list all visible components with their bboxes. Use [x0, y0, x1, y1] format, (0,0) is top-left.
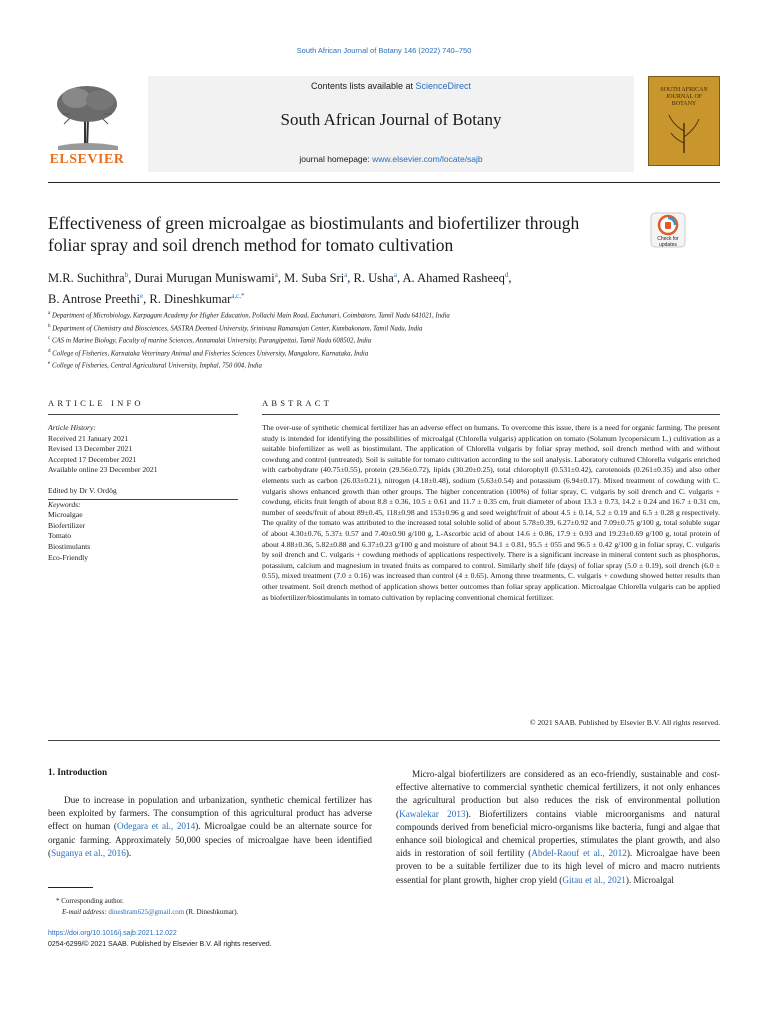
affiliation-mark: c — [48, 336, 51, 342]
abstract-heading: ABSTRACT — [262, 398, 332, 408]
citation-link[interactable]: Odegara et al., 2014 — [116, 821, 196, 832]
text-span: Micro-algal biofertilizers are considered as an eco-friendly, sustainable and cost-effective alternative to commercial synthetic chemical fertilizers, it not only enhances the agricultural production but also reduces the risk of environmental pollution ( — [396, 769, 720, 819]
history-item: Received 21 January 2021 — [48, 433, 129, 443]
contents-line — [148, 81, 634, 91]
affiliation-mark: a — [48, 311, 51, 316]
footnote-rule — [48, 887, 93, 888]
keyword: Biofertilizer — [48, 520, 86, 530]
text-span: ). — [125, 847, 132, 858]
history-item: Revised 13 December 2021 — [48, 444, 133, 454]
header-rule — [48, 182, 720, 183]
keyword: Microalgae — [48, 510, 83, 520]
abstract-bottom-rule — [48, 740, 720, 741]
affiliation-item — [48, 322, 688, 335]
email-label: E-mail address: — [62, 908, 109, 916]
footnote-mark: * — [56, 897, 60, 905]
author-affiliation-mark[interactable]: a — [274, 271, 278, 279]
homepage-line — [148, 154, 634, 164]
affiliation-text: Department of Chemistry and Biosciences, SASTRA Deemed University, Srinivasa Ramanujan Center, Kumbakonam, Tamil Nadu, India — [52, 324, 423, 332]
affiliation-text: CAS in Marine Biology, Faculty of marine Sciences, Annamalai University, Parangipettai, Tamil Nadu 608502, India — [51, 337, 372, 345]
affiliation-mark: e — [48, 361, 51, 367]
affiliation-item — [48, 334, 688, 347]
header-center-panel — [148, 76, 634, 172]
author-name[interactable]: R. Dineshkumar — [149, 292, 232, 307]
email-link[interactable]: dineshram625@gmail.com — [108, 908, 185, 916]
history-item: Accepted 17 December 2021 — [48, 454, 137, 464]
author-affiliation-mark[interactable]: e — [140, 292, 144, 301]
article-info-heading: ARTICLE INFO — [48, 398, 144, 408]
author-affiliation-mark[interactable]: b — [124, 271, 129, 279]
author-separator: , — [508, 271, 512, 286]
article-info — [48, 423, 238, 563]
journal-cover-thumbnail[interactable] — [648, 76, 720, 166]
affiliation-text: College of Fisheries, Karnataka Veterinary Animal and Fisheries Sciences University, Mangalore, Karnataka, India — [52, 349, 369, 357]
publisher-wordmark: ELSEVIER — [49, 152, 125, 167]
homepage-link[interactable]: www.elsevier.com/locate/sajb — [372, 154, 483, 164]
text-span: Due to increase in population and urbanization, synthetic chemical fertilizer has been exploited by farmers. The consumption of this agricultural product has adverse effect on human ( — [48, 795, 372, 832]
text-span: ). Microalgal — [625, 874, 674, 885]
text-span: ). Biofertilizers contains viable microorganisms and natural compounds derived from beneficial micro-organisms like bacteria, fungi and algae that enhance soil biological and chemical properties, stimulates the plant growth, and also aids in restoration of soil fertility ( — [396, 808, 720, 859]
corresponding-author-footnote — [48, 896, 378, 918]
homepage-prefix: journal homepage: — [299, 154, 373, 164]
affiliation-item — [48, 347, 688, 360]
text-span: ). Microalgae could be an alternate source for organic farming. Approximately 50,000 species of microalgae have been identified ( — [48, 821, 372, 858]
cover-plant-icon — [661, 109, 707, 155]
author-affiliation-mark[interactable]: a — [344, 271, 348, 279]
author-affiliation-mark[interactable]: d — [504, 271, 509, 279]
check-for-updates-label: Check for updates — [657, 236, 679, 248]
author-name[interactable]: A. Ahamed Rasheeq — [402, 271, 505, 286]
info-rule — [48, 414, 238, 415]
abstract-copyright: © 2021 SAAB. Published by Elsevier B.V. All rights reserved. — [529, 718, 720, 727]
citation-link[interactable]: Suganya et al., 2016 — [51, 847, 126, 858]
issn-line: 0254-6299/© 2021 SAAB. Published by Elsevier B.V. All rights reserved. — [48, 941, 272, 948]
text-span: ). Microalgae have been proven to be a suitable fertilizer due to its high level of micro and macro nutrients essential for plant growth, higher crop yield ( — [396, 848, 720, 885]
keywords-label: Keywords: — [48, 499, 81, 509]
affiliation-text: College of Fisheries, Central Agricultural University, Imphal, 750 004, India — [51, 362, 262, 370]
email-suffix: (R. Dineshkumar). — [184, 908, 239, 916]
author-name[interactable]: M.R. Suchithra — [48, 271, 125, 286]
author-name[interactable]: R. Usha — [353, 271, 394, 286]
author-separator: , — [128, 271, 135, 286]
sciencedirect-link[interactable]: ScienceDirect — [415, 81, 472, 91]
author-affiliation-mark[interactable]: a,c,* — [231, 292, 245, 301]
journal-header — [48, 76, 720, 174]
doi-link[interactable]: https://doi.org/10.1016/j.sajb.2021.12.022 — [48, 930, 177, 937]
affiliation-list — [48, 309, 688, 372]
journal-reference[interactable]: South African Journal of Botany 146 (2022) 740–750 — [296, 46, 472, 55]
affiliation-item — [48, 309, 688, 322]
keyword: Biostimulants — [48, 541, 91, 551]
introduction-heading: 1. Introduction — [48, 767, 108, 777]
citation-link[interactable]: Abdel-Raouf et al., 2012 — [531, 848, 627, 859]
author-separator: , — [347, 271, 354, 286]
citation-link[interactable]: Gitau et al., 2021 — [562, 874, 626, 885]
affiliation-mark: b — [48, 323, 51, 329]
author-separator: , — [277, 271, 285, 286]
journal-title: South African Journal of Botany — [280, 110, 502, 129]
keyword: Tomato — [48, 531, 72, 541]
history-label: Article History: — [48, 423, 96, 432]
author-separator: , — [143, 292, 150, 307]
footnote-label: Corresponding author. — [61, 897, 124, 905]
edited-by: Edited by Dr V. Ordög — [48, 485, 117, 495]
article-title: Effectiveness of green microalgae as biostimulants and biofertilizer through foliar spray and soil drench method for tomato cultivation — [48, 213, 580, 255]
abstract-text: The over-use of synthetic chemical fertilizer has an adverse effect on humans. To overcome this issue, there is a need for organic farming. The present study is intended for identifying the possibilities of microalgal (Chlorella vulgaris) application on tomato (Solanum lycopersicum L.) cultivation as a suitable biofertilizer as well as biostimulant. The application of Chlorella vulgaris by foliar spray method, soil drench method with and without cowdung and control (untreated). Soil is suitable for tomato cultivation according to the soil analysis. Laboratory cultured Chlorella vulgaris enriched with carbohydrate (40.75±0.55), protein (29.56±0.72), lipids (30.20±0.25), total chlorophyll (0.531±0.42), carotenoids (0.261±0.35) and also other elements such as carbon (26.03±0.21), nitrogen (4.18±0.48), sodium (5.63±0.54) and potassium (6.94±0.17). Mixed treatment of cowdung with C. vulgaris shows enhanced growth than other groups. The higher concentration (100%) of foliar spray, C. vulgaris by soil drench and C. vulgaris + cowdung, elicits fruit length of about 8.8 ± 0.36, 10.5 ± 0.61 and 11.7 ± 0.35 cm, fruit diameter of about 13.3 ± 0.73, 14.2 ± 0.24 and 16.7 ± 0.31 cm, number of seeds/fruit of about 89±0.45, 118±0.98 and 153±0.96 g and seed weight/fruit of about 4.5 ± 0.14, 5.2 ± 0.19 and 6.5 ± 0.28 g respectively. The quality of the tomato was attributed to the increased total soluble solid of about 5.78±0.39, 6.27±0.92 and 7.09±0.75 g/100 g, total soluble sugar of about 4.30±0.76, 5.37± 0.57 and 7.40±0.90 g/100 g, L-Ascorbic acid of about 14.6 ± 0.86, 17.9 ± 0.93 and 19.23±0.69 g/100 g, total protein of about 4.88±0.36, 5.82±0.88 and 6.37±0.23 g/100 g and moisture of about 94.1 ± 0.81, 95.5 ± 055 and 96.5 ± 0.42 g/100 g in foliar spray, C. vulgaris by soil drench and C. vulgaris + cowdung methods of applications respectively. There is a significant increase in mineral content such as phosphorus, potassium, calcium and magnesium in treated fruits as compared to control. Similarly shelf life (days) of foliar spray (5.0 ± 0.19), soil drench (6.0 ± 0.55), mixed treatment (7.0 ± 0.16) was increased than control (4 ± 0.65). Among three treatments, C. vulgaris + cowdung showed better results than other treatment. Soil drench method of application shows better outcomes than foliar spray application. Microalgae Chlorella vulgaris can be applied as biofertilizer/biostimulants in tomato cultivation by replacing conventional chemical fertilizer. — [262, 423, 720, 602]
cover-title: SOUTH AFRICAN JOURNAL OF BOTANY — [660, 87, 708, 107]
author-list — [48, 266, 688, 308]
author-name[interactable]: Durai Murugan Muniswami — [134, 271, 275, 286]
intro-right-paragraph — [396, 768, 720, 887]
affiliation-mark: d — [48, 348, 51, 354]
citation-link[interactable]: Kawalekar 2013 — [399, 808, 466, 819]
author-name[interactable]: M. Suba Sri — [284, 271, 345, 286]
affiliation-text: Department of Microbiology, Karpagam Academy for Higher Education, Pollachi Main Road, Eachanari, Coimbatore, Tamil Nadu 641021, India — [51, 312, 450, 320]
abstract-rule — [262, 414, 720, 415]
history-item: Available online 23 December 2021 — [48, 465, 158, 475]
page-footer — [48, 928, 378, 950]
author-name[interactable]: B. Antrose Preethi — [48, 292, 141, 307]
intro-left-paragraph — [48, 794, 372, 860]
keyword: Eco-Friendly — [48, 552, 89, 562]
author-affiliation-mark[interactable]: a — [393, 271, 397, 279]
contents-prefix: Contents lists available at — [310, 81, 416, 91]
affiliation-item — [48, 359, 688, 372]
author-separator: , — [396, 271, 403, 286]
